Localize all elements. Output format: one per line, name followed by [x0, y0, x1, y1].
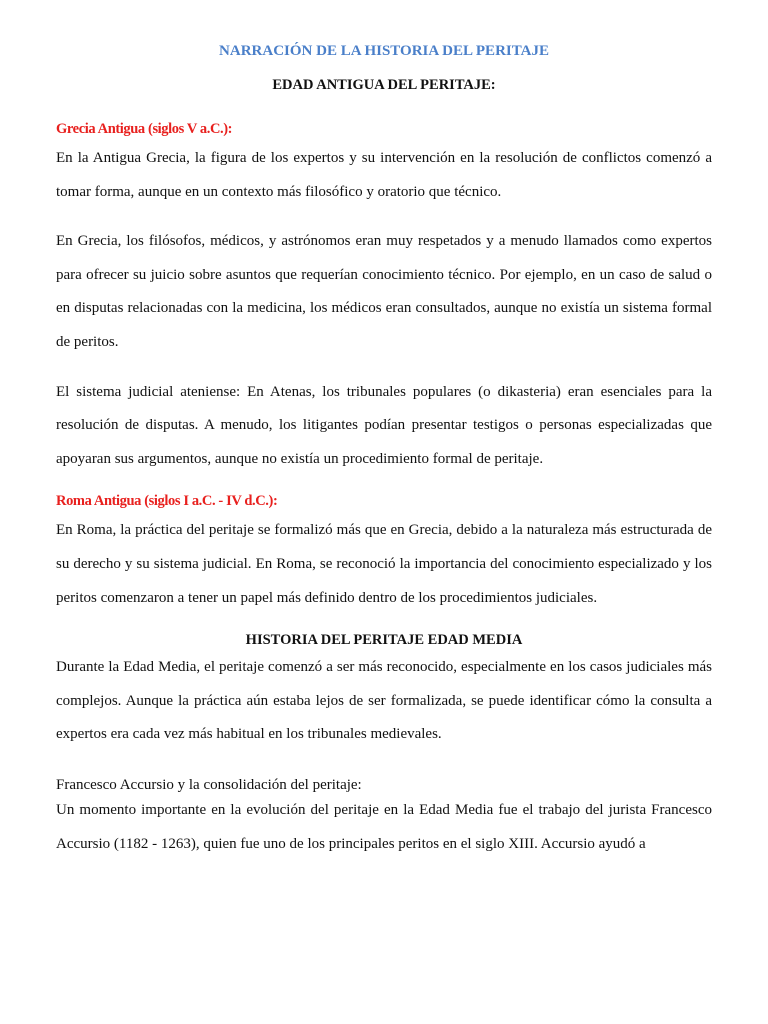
- subheading-ancient-greece: Grecia Antigua (siglos V a.C.):: [56, 121, 233, 137]
- paragraph-rome-1: En Roma, la práctica del peritaje se formalizó más que en Grecia, debido a la naturaleza más estructurada de su derecho y su sistema judicial. En Roma, se reconoció la importancia del conocimiento especializado y los peritos comenzaron a tener un papel más definido dentro de los procedimientos judiciales.: [56, 522, 712, 606]
- paragraph-greece-1: En la Antigua Grecia, la figura de los expertos y su intervención en la resolución de conflictos comenzó a tomar forma, aunque en un contexto más filosófico y oratorio que técnico.: [56, 150, 712, 200]
- subheading-ancient-rome: Roma Antigua (siglos I a.C. - IV d.C.):: [56, 493, 278, 510]
- paragraph-accursio: Un momento importante en la evolución del peritaje en la Edad Media fue el trabajo del jurista Francesco Accursio (1182 - 1263), quien fue uno de los principales peritos en el siglo XIII. Accursio ayudó a: [56, 801, 712, 852]
- accursio-heading: Francesco Accursio y la consolidación del peritaje:: [56, 776, 362, 793]
- paragraph-greece-3: El sistema judicial ateniense: En Atenas, los tribunales populares (o dikasteria) eran esenciales para la resolución de disputas. A menudo, los litigantes podían presentar testigos o personas especializadas que apoyaran sus argumentos, aunque no existía un procedimiento formal de peritaje.: [56, 383, 712, 467]
- document-title: NARRACIÓN DE LA HISTORIA DEL PERITAJE: [219, 43, 549, 59]
- section-heading-ancient-age: EDAD ANTIGUA DEL PERITAJE:: [272, 77, 496, 93]
- paragraph-middle-ages-1: Durante la Edad Media, el peritaje comenzó a ser más reconocido, especialmente en los casos judiciales más complejos. Aunque la práctica aún estaba lejos de ser formalizada, se puede identificar cómo la consulta a expertos era cada vez más habitual en los tribunales medievales.: [56, 659, 712, 743]
- document-page: [56, 42, 712, 861]
- section-heading-middle-ages: HISTORIA DEL PERITAJE EDAD MEDIA: [245, 632, 523, 649]
- paragraph-greece-2: En Grecia, los filósofos, médicos, y astrónomos eran muy respetados y a menudo llamados como expertos para ofrecer su juicio sobre asuntos que requerían conocimiento técnico. Por ejemplo, en un caso de salud o en disputas relacionadas con la medicina, los médicos eran consultados, aunque no existía un sistema formal de peritos.: [56, 233, 712, 350]
